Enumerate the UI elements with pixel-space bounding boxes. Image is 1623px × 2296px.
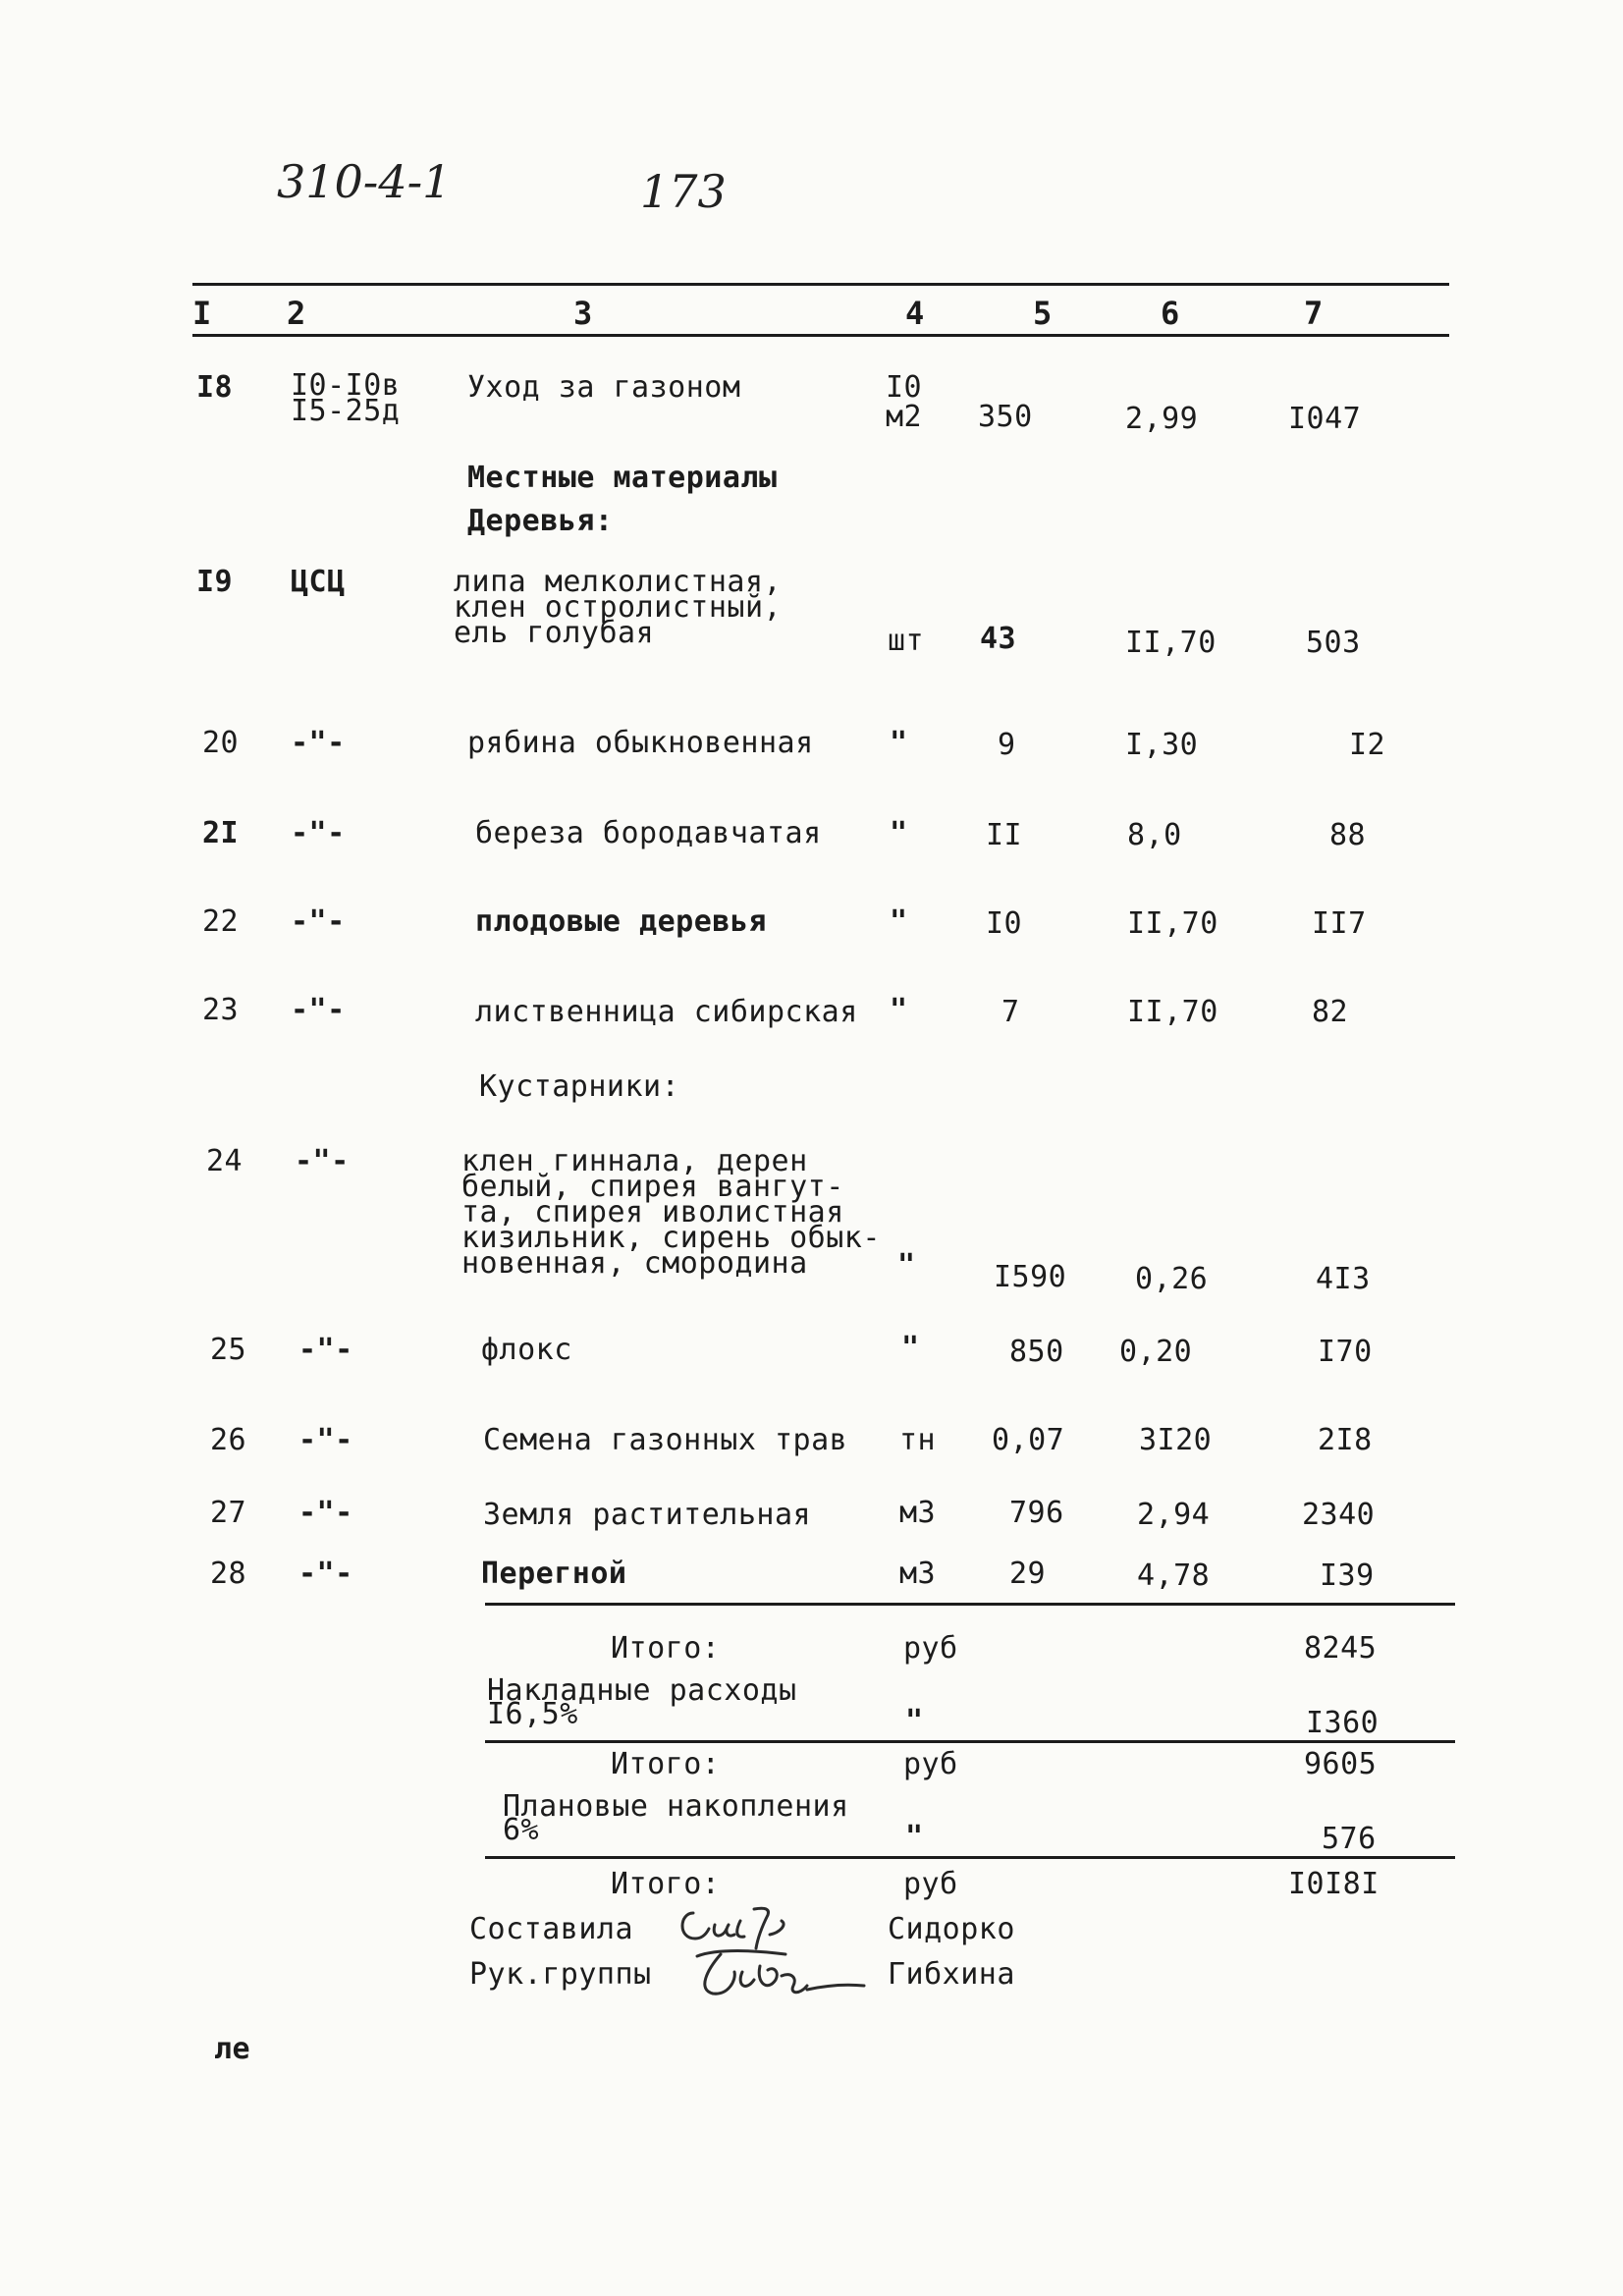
unit-price: II,70 (1127, 906, 1218, 941)
group-head-signature (677, 1937, 874, 2015)
rate-code: -"- (295, 1144, 350, 1178)
total-cost: 503 (1306, 626, 1361, 660)
total-cost: 2340 (1302, 1498, 1376, 1532)
col-header-4: 4 (905, 295, 925, 332)
row-number: 23 (202, 993, 240, 1027)
rate-code: -"- (298, 1496, 353, 1530)
total-cost: I39 (1320, 1558, 1375, 1593)
unit: " (890, 816, 908, 850)
unit-price: I,30 (1125, 728, 1199, 762)
item-name: Семена газонных трав (483, 1423, 848, 1457)
row-number: 28 (210, 1557, 247, 1591)
header-top-rule (192, 283, 1449, 286)
row-number: I8 (196, 370, 234, 405)
total-cost: II7 (1312, 906, 1367, 941)
item-name: клен гиннала, дерен белый, спирея вангут- та, спирея иволистная кизильник, сирень обык- новенная, смородина (461, 1144, 881, 1281)
subtotal-label: Итого: (611, 1631, 721, 1666)
summary-middle-rule (485, 1740, 1455, 1743)
page-number: 173 (640, 165, 727, 218)
unit-price: 2,99 (1125, 402, 1199, 436)
unit-price: 3I20 (1139, 1423, 1213, 1457)
summary-bottom-rule (485, 1856, 1455, 1859)
rate-code: -"- (298, 1333, 353, 1367)
quantity: 7 (1001, 995, 1020, 1029)
overhead-label: Накладные расходы I6,5% (487, 1673, 797, 1731)
rate-code: -"- (291, 904, 346, 939)
unit: " (890, 993, 908, 1027)
rate-code: -"- (291, 726, 346, 760)
section-heading-shrubs: Кустарники: (479, 1069, 680, 1104)
unit: тн (899, 1423, 937, 1457)
grand-total-label: Итого: (611, 1867, 721, 1901)
item-name: флокс (481, 1333, 572, 1367)
section-heading-trees: Деревья: (467, 504, 614, 538)
col-header-3: 3 (573, 295, 593, 332)
subtotal-2-unit: руб (903, 1747, 958, 1781)
rate-code: I0-I0в I5-25д (291, 368, 401, 428)
unit-price: 0,26 (1135, 1262, 1209, 1296)
total-cost: 4I3 (1316, 1262, 1371, 1296)
rate-code: ЦСЦ (291, 565, 346, 599)
rate-code: -"- (291, 993, 346, 1027)
subtotal-2-value: 9605 (1304, 1747, 1378, 1781)
quantity: 850 (1009, 1335, 1064, 1369)
summary-top-rule (485, 1603, 1455, 1606)
quantity: I590 (994, 1260, 1067, 1294)
row-number: 27 (210, 1496, 247, 1530)
quantity: 796 (1009, 1496, 1064, 1530)
overhead-value: I360 (1306, 1706, 1380, 1740)
total-cost: 82 (1312, 995, 1349, 1029)
col-header-1: I (192, 295, 212, 332)
quantity: 29 (1009, 1557, 1047, 1591)
unit: " (890, 726, 908, 760)
item-name: Перегной (481, 1557, 627, 1591)
row-number: 25 (210, 1333, 247, 1367)
unit: шт (888, 624, 925, 658)
section-heading-local-materials: Местные материалы (467, 461, 778, 495)
unit-price: 8,0 (1127, 818, 1182, 852)
quantity: 9 (998, 728, 1016, 762)
item-name: береза бородавчатая (475, 816, 822, 850)
rate-code: -"- (298, 1423, 353, 1457)
compiled-by-name: Сидорко (888, 1912, 1015, 1946)
item-name: липа мелколистная, клен остролистный, ель голубая (454, 565, 783, 650)
total-cost: 88 (1329, 818, 1367, 852)
subtotal-value: 8245 (1304, 1631, 1378, 1666)
grand-total-unit: руб (903, 1867, 958, 1901)
item-name: плодовые деревья (475, 904, 767, 939)
col-header-5: 5 (1033, 295, 1053, 332)
total-cost: I2 (1349, 728, 1386, 762)
col-header-6: 6 (1161, 295, 1180, 332)
col-header-7: 7 (1304, 295, 1324, 332)
total-cost: 2I8 (1318, 1423, 1373, 1457)
unit: " (897, 1248, 916, 1283)
rate-code: -"- (291, 816, 346, 850)
header-bottom-rule (192, 334, 1449, 337)
quantity: 43 (980, 622, 1017, 656)
subtotal-unit: руб (903, 1631, 958, 1666)
unit-price: 4,78 (1137, 1558, 1211, 1593)
planned-savings-value: 576 (1322, 1822, 1377, 1856)
unit: " (890, 904, 908, 939)
unit: м3 (899, 1557, 937, 1591)
planned-savings-label: Плановые накопления 6% (503, 1789, 849, 1847)
planned-savings-unit: " (905, 1820, 924, 1854)
document-code: 310-4-1 (277, 155, 452, 208)
row-number: 22 (202, 904, 240, 939)
group-head-label: Рук.группы (469, 1957, 652, 1992)
col-header-2: 2 (287, 295, 306, 332)
unit: " (901, 1331, 920, 1365)
row-number: 2I (202, 816, 240, 850)
quantity: 0,07 (992, 1423, 1065, 1457)
item-name: Уход за газоном (467, 370, 741, 405)
row-number: I9 (196, 565, 234, 599)
unit-price: 0,20 (1119, 1335, 1193, 1369)
unit-price: II,70 (1125, 626, 1217, 660)
unit: м3 (899, 1496, 937, 1530)
group-head-name: Гибхина (888, 1957, 1015, 1992)
item-name: Земля растительная (483, 1498, 812, 1532)
row-number: 20 (202, 726, 240, 760)
unit-price: II,70 (1127, 995, 1218, 1029)
grand-total-value: I0I8I (1288, 1867, 1380, 1901)
footer-mark: ле (214, 2032, 251, 2066)
total-cost: I70 (1318, 1335, 1373, 1369)
compiled-by-label: Составила (469, 1912, 634, 1946)
rate-code: -"- (298, 1557, 353, 1591)
row-number: 24 (206, 1144, 243, 1178)
quantity: I0 (986, 906, 1023, 941)
item-name: лиственница сибирская (475, 995, 858, 1029)
quantity: II (986, 818, 1023, 852)
total-cost: I047 (1288, 402, 1362, 436)
overhead-unit: " (905, 1704, 924, 1738)
quantity: 350 (978, 400, 1033, 434)
row-number: 26 (210, 1423, 247, 1457)
unit: I0 м2 (886, 370, 923, 434)
item-name: рябина обыкновенная (467, 726, 814, 760)
subtotal-2-label: Итого: (611, 1747, 721, 1781)
unit-price: 2,94 (1137, 1498, 1211, 1532)
